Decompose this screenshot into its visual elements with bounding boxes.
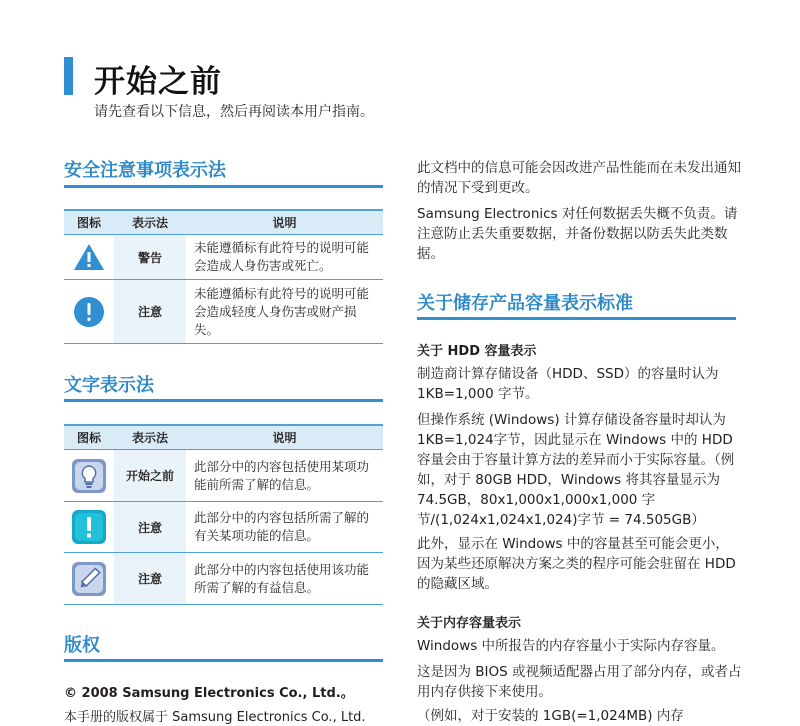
notice-paragraph: 此文档中的信息可能会因改进产品性能而在未发出通知的情况下受到更改。 [417, 160, 741, 196]
text-notation-heading: 文字表示法 [64, 375, 154, 396]
caution-circle-icon [64, 280, 114, 343]
page-title: 开始之前 [94, 64, 222, 100]
memory-paragraph-1: Windows 中所报告的内存容量小于实际内存容量。 [417, 638, 725, 654]
table-row [64, 553, 383, 605]
notation-description: 此部分中的内容包括所需了解的有关某项功能的信息。 [194, 510, 370, 543]
safety-heading: 安全注意事项表示法 [64, 160, 226, 181]
storage-heading: 关于储存产品容量表示标准 [417, 293, 633, 314]
section-divider [64, 659, 383, 662]
notation-description: 此部分中的内容包括使用该功能所需了解的有益信息。 [194, 561, 370, 595]
copyright-heading: 版权 [64, 635, 100, 656]
hdd-subheading: 关于 HDD 容量表示 [417, 344, 537, 359]
table-row [64, 450, 383, 502]
hdd-paragraph-1: 制造商计算存储设备（HDD、SSD）的容量时认为 1KB=1,000 字节。 [417, 366, 719, 402]
table-row [64, 280, 383, 344]
exclamation-icon [64, 502, 114, 552]
section-divider [417, 317, 736, 320]
page-subtitle: 请先查看以下信息，然后再阅读本用户指南。 [94, 104, 374, 120]
table-row [64, 235, 383, 280]
text-notation-table [64, 424, 383, 605]
notation-description: 未能遵循标有此符号的说明可能会造成轻度人身伤害或财产损失。 [194, 285, 370, 337]
memory-subheading: 关于内存容量表示 [417, 616, 522, 631]
column-header-description: 说明 [272, 431, 297, 445]
copyright-line: © 2008 Samsung Electronics Co., Ltd.。 [64, 686, 354, 701]
column-header-description: 说明 [272, 216, 297, 230]
notation-label: 注意 [114, 280, 186, 343]
copyright-text-truncated: 本手册的版权属于 Samsung Electronics Co., Ltd. [64, 710, 366, 725]
section-divider [64, 185, 383, 188]
table-header [64, 209, 383, 235]
column-header-icon: 图标 [76, 431, 101, 445]
column-header-notation: 表示法 [131, 431, 168, 445]
notation-description: 此部分中的内容包括使用某项功能前所需了解的信息。 [194, 458, 370, 492]
table-header [64, 424, 383, 450]
lightbulb-icon [64, 450, 114, 501]
data-loss-paragraph: Samsung Electronics 对任何数据丢失概不负责。请注意防止丢失重要数据，并备份数据以防丢失此类数据。 [417, 206, 738, 262]
title-accent-bar [64, 57, 73, 95]
section-divider [64, 399, 383, 402]
hdd-paragraph-3: 此外，显示在 Windows 中的容量甚至可能会更小，因为某些还原解决方案之类的程序可能会驻留在 HDD 的隐藏区域。 [417, 536, 736, 592]
notation-label: 警告 [114, 235, 186, 279]
column-header-icon: 图标 [76, 216, 101, 230]
notation-label: 注意 [114, 502, 186, 552]
safety-table [64, 209, 383, 344]
column-header-notation: 表示法 [131, 216, 168, 230]
memory-paragraph-2: 这是因为 BIOS 或视频适配器占用了部分内存，或者占用内存供接下来使用。 [417, 664, 742, 700]
pencil-icon [64, 553, 114, 604]
hdd-paragraph-2: 但操作系统 (Windows) 计算存储设备容量时却认为 1KB=1,024字节，因此显示在 Windows 中的 HDD 容量会由于容量计算方法的差异而小于实际容量。（例如，对于 80GB HDD，Windows 将其容量显示为 74.5GB，80x1,000x1,000x1,000 字节/(1,024x1,024x1,024)字节 = 74.505GB） [417, 412, 735, 528]
notation-label: 开始之前 [114, 450, 186, 501]
notation-description: 未能遵循标有此符号的说明可能会造成人身伤害或死亡。 [194, 240, 370, 273]
table-row [64, 502, 383, 553]
memory-paragraph-truncated: （例如，对于安装的 1GB(=1,024MB) 内存 [417, 708, 684, 724]
notation-label: 注意 [114, 553, 186, 604]
warning-triangle-icon [64, 235, 114, 279]
